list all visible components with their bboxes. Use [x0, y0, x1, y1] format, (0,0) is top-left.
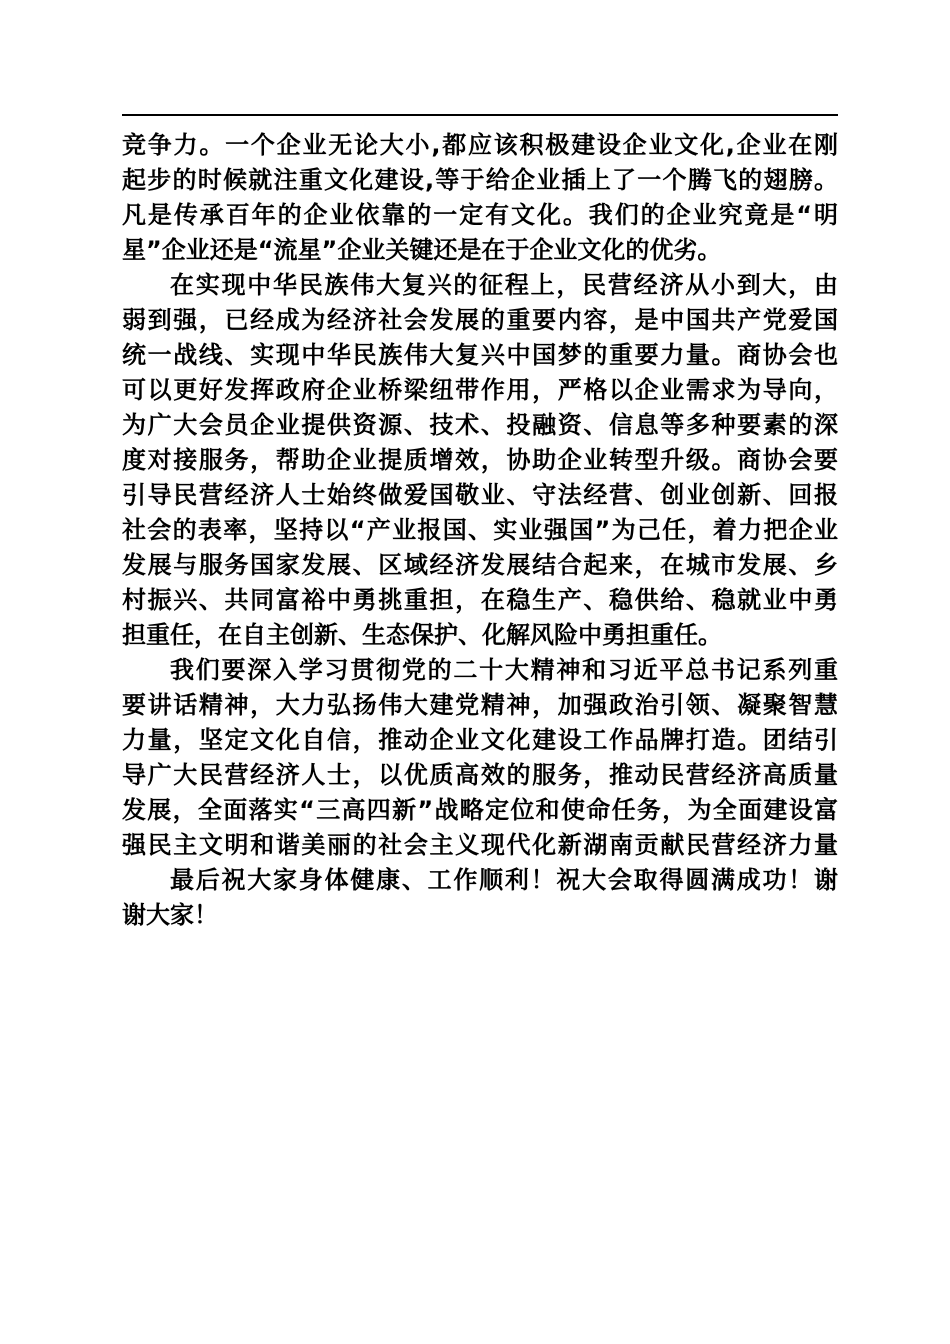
text-line: 强民主文明和谐美丽的社会主义现代化新湖南贡献民营经济力量 — [122, 831, 838, 859]
text-line: 引导民营经济人士始终做爱国敬业、守法经营、创业创新、回报 — [122, 481, 838, 509]
text-line: 凡是传承百年的企业依靠的一定有文化。我们的企业究竟是“明 — [122, 201, 838, 229]
text-line: 村振兴、共同富裕中勇挑重担，在稳生产、稳供给、稳就业中勇 — [122, 586, 838, 614]
text-line: 可以更好发挥政府企业桥梁纽带作用，严格以企业需求为导向， — [122, 376, 838, 404]
text-line: 最后祝大家身体健康、工作顺利！祝大会取得圆满成功！谢 — [170, 866, 838, 894]
text-line: 发展与服务国家发展、区域经济发展结合起来，在城市发展、乡 — [122, 551, 838, 579]
text-line: 竞争力。一个企业无论大小,都应该积极建设企业文化,企业在刚 — [122, 131, 838, 159]
text-line: 发展，全面落实“三高四新”战略定位和使命任务，为全面建设富 — [122, 796, 838, 824]
text-line: 统一战线、实现中华民族伟大复兴中国梦的重要力量。商协会也 — [122, 341, 838, 369]
text-line: 度对接服务，帮助企业提质增效，协助企业转型升级。商协会要 — [122, 446, 838, 474]
text-line: 力量，坚定文化自信，推动企业文化建设工作品牌打造。团结引 — [122, 726, 838, 754]
text-line: 为广大会员企业提供资源、技术、投融资、信息等多种要素的深 — [122, 411, 838, 439]
header-rule — [122, 114, 838, 116]
text-line: 担重任，在自主创新、生态保护、化解风险中勇担重任。 — [122, 621, 722, 649]
text-line: 我们要深入学习贯彻党的二十大精神和习近平总书记系列重 — [170, 656, 838, 684]
text-line: 要讲话精神，大力弘扬伟大建党精神，加强政治引领、凝聚智慧 — [122, 691, 838, 719]
text-line: 在实现中华民族伟大复兴的征程上，民营经济从小到大，由 — [170, 271, 838, 299]
text-line: 导广大民营经济人士，以优质高效的服务，推动民营经济高质量 — [122, 761, 838, 789]
text-line: 弱到强，已经成为经济社会发展的重要内容，是中国共产党爱国 — [122, 306, 838, 334]
body-text — [122, 128, 838, 933]
text-line: 星”企业还是“流星”企业关键还是在于企业文化的优劣。 — [122, 236, 722, 264]
text-line: 谢大家！ — [122, 901, 218, 929]
text-line: 社会的表率，坚持以“产业报国、实业强国”为己任，着力把企业 — [122, 516, 838, 544]
text-line: 起步的时候就注重文化建设,等于给企业插上了一个腾飞的翅膀。 — [122, 166, 838, 194]
